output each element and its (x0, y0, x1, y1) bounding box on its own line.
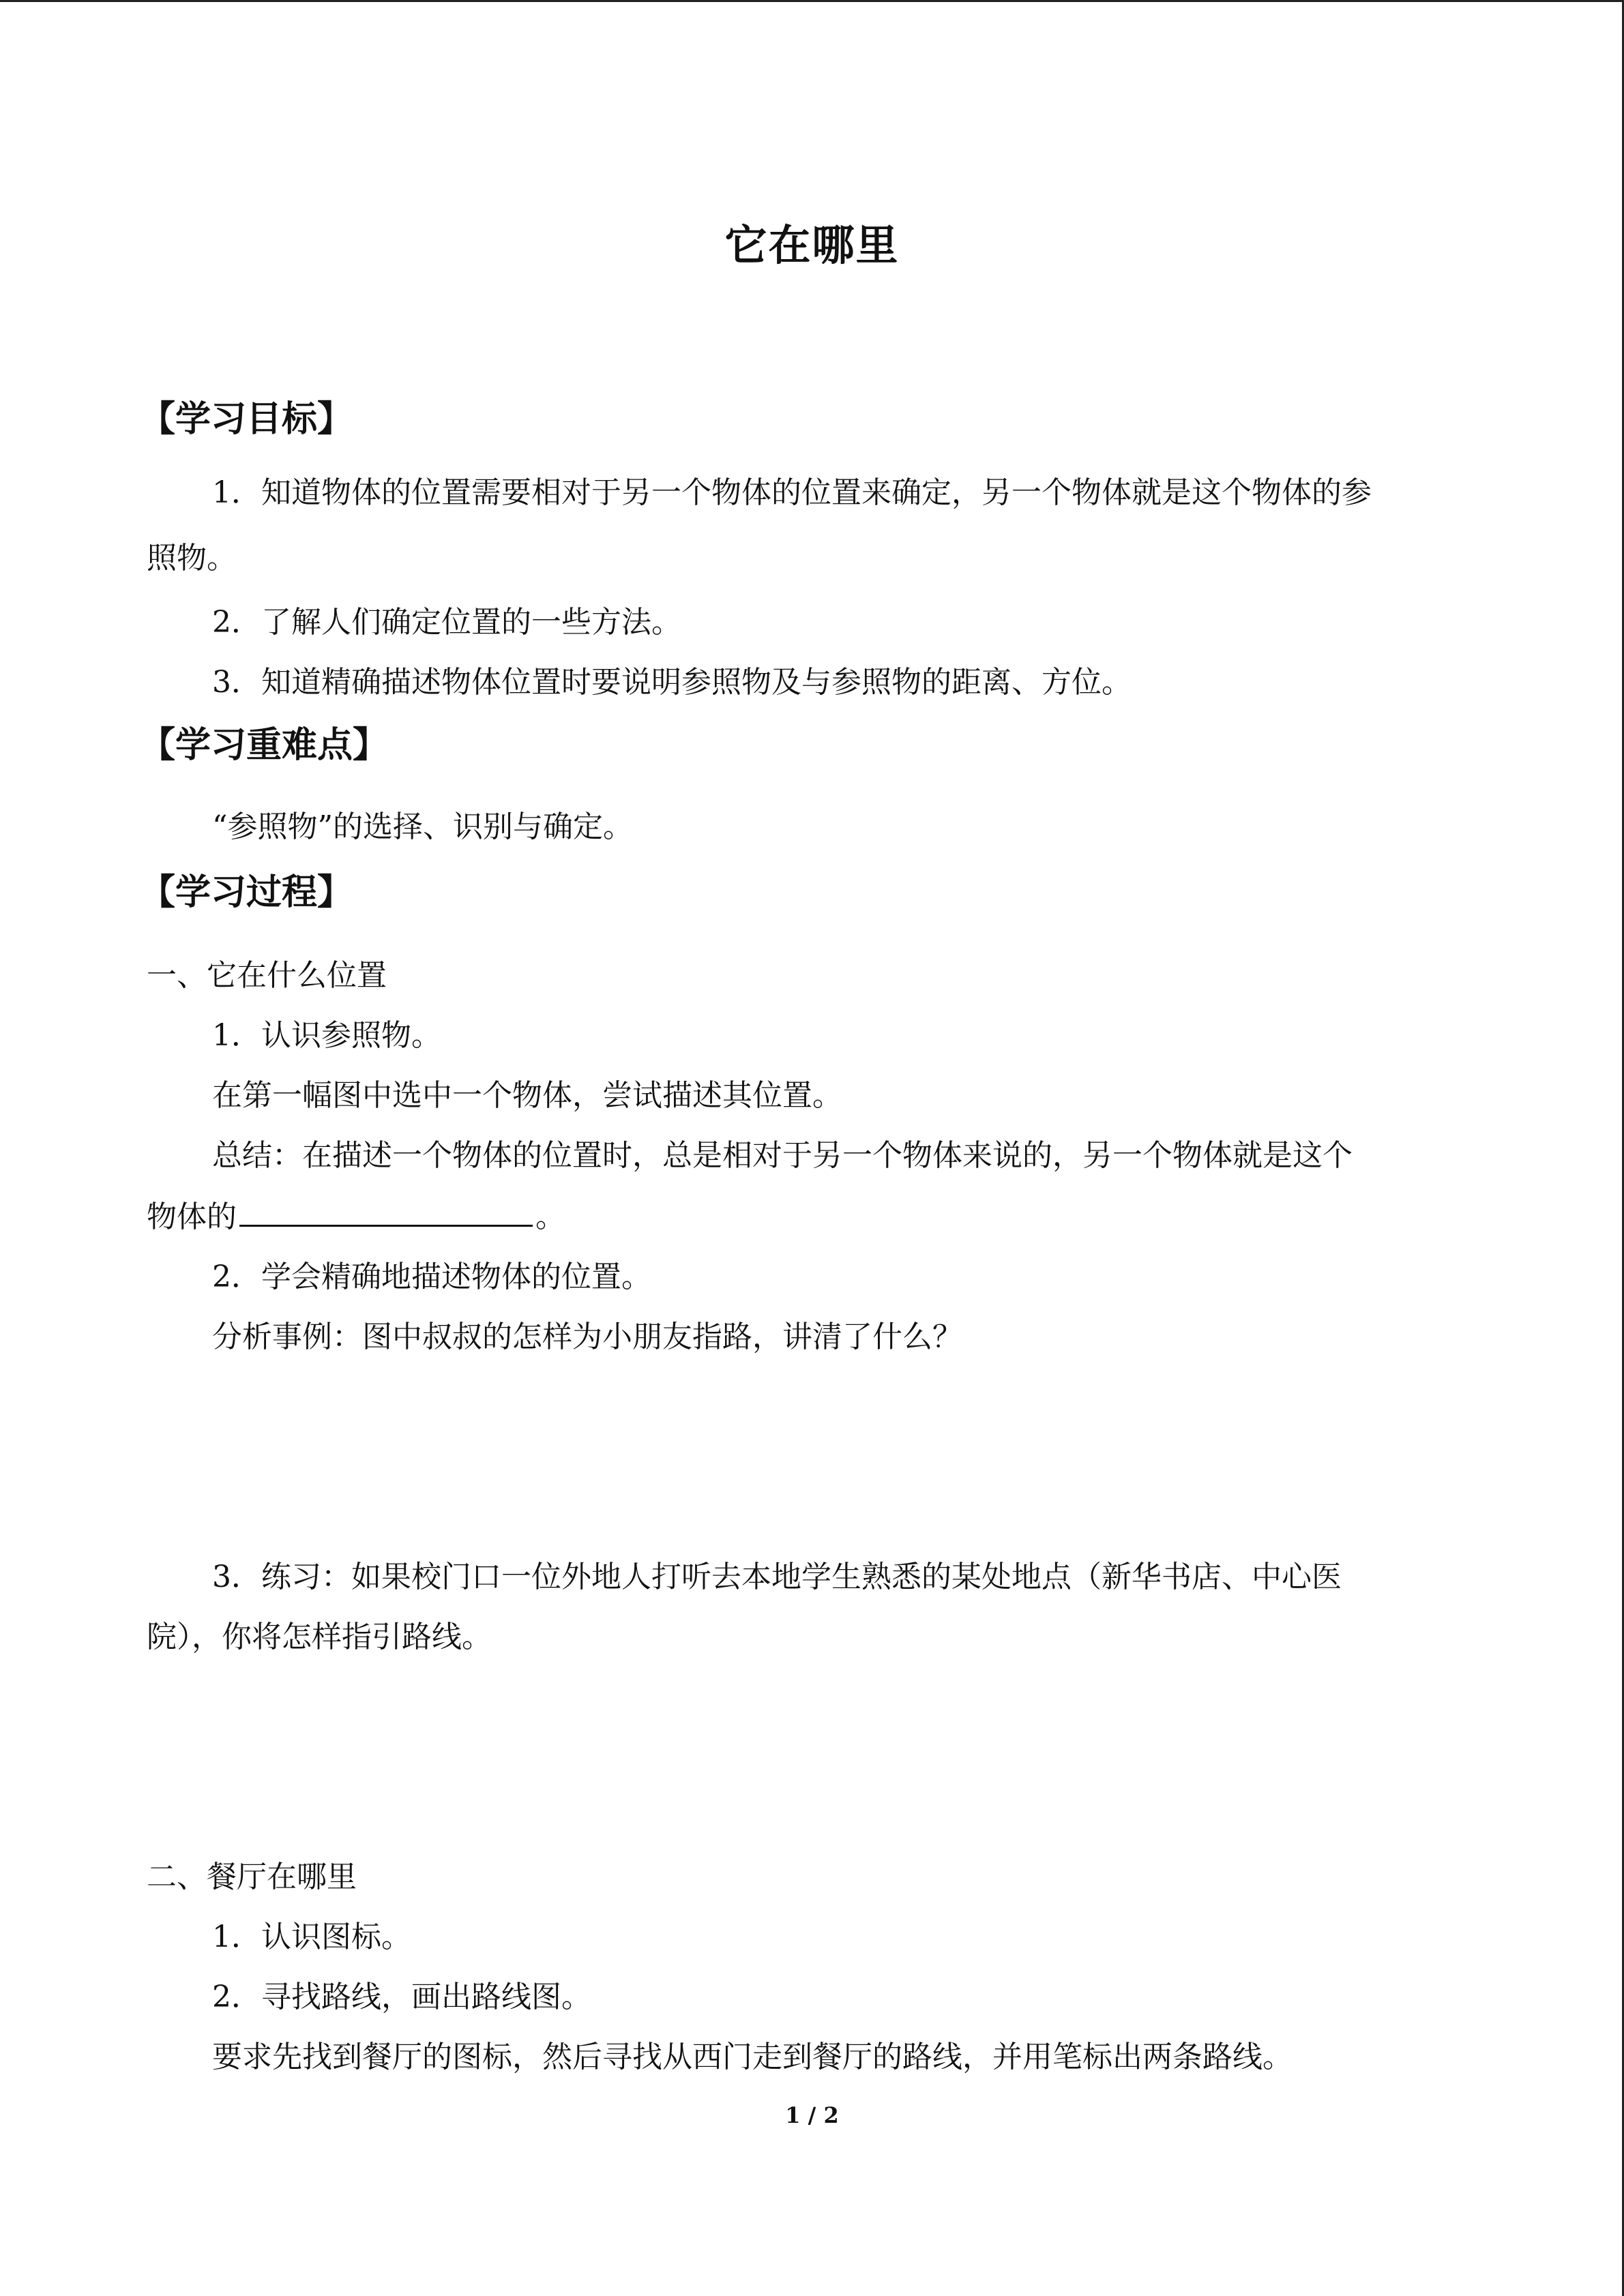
section1-item2: 2．学会精确地描述物体的位置。 (212, 1259, 651, 1294)
page-number: 1 / 2 (785, 2102, 839, 2128)
key-points-heading: 【学习重难点】 (140, 725, 389, 766)
section1-analysis: 分析事例：图中叔叔的怎样为小朋友指路，讲清了什么？ (212, 1320, 962, 1354)
section1-summary-line1: 总结：在描述一个物体的位置时，总是相对于另一个物体来说的，另一个物体就是这个 (212, 1138, 1353, 1173)
goal-item-3: 3．知道精确描述物体位置时要说明参照物及与参照物的距离、方位。 (212, 665, 1132, 700)
key-points-text: “参照物”的选择、识别与确定。 (212, 809, 633, 844)
top-border (0, 0, 1624, 2)
section1-item1: 1．认识参照物。 (212, 1018, 441, 1053)
goals-heading: 【学习目标】 (140, 399, 353, 440)
goal-item-2: 2．了解人们确定位置的一些方法。 (212, 605, 681, 640)
summary-prefix: 物体的 (147, 1199, 237, 1234)
section1-task1: 在第一幅图中选中一个物体，尝试描述其位置。 (212, 1078, 842, 1113)
section2-requirement: 要求先找到餐厅的图标，然后寻找从西门走到餐厅的路线，并用笔标出两条路线。 (212, 2040, 1293, 2074)
summary-suffix: 。 (535, 1199, 565, 1234)
page-title: 它在哪里 (724, 220, 900, 270)
section1-summary-line2 (147, 1192, 565, 1236)
section2-title: 二、餐厅在哪里 (147, 1860, 357, 1894)
goal-item-1-line1: 1．知道物体的位置需要相对于另一个物体的位置来确定，另一个物体就是这个物体的参 (212, 475, 1372, 510)
process-heading: 【学习过程】 (140, 872, 353, 913)
goal-item-1-line2: 照物。 (147, 541, 237, 576)
goal-item-1 (147, 460, 1483, 591)
section1-title: 一、它在什么位置 (147, 958, 387, 993)
section1-item3-line1: 3．练习：如果校门口一位外地人打听去本地学生熟悉的某处地点（新华书店、中心医 (212, 1560, 1342, 1594)
fill-in-blank[interactable] (239, 1200, 533, 1227)
section2-item2: 2．寻找路线，画出路线图。 (212, 1980, 591, 2014)
section2-item1: 1．认识图标。 (212, 1920, 411, 1954)
section1-item3-line2: 院），你将怎样指引路线。 (147, 1620, 492, 1654)
